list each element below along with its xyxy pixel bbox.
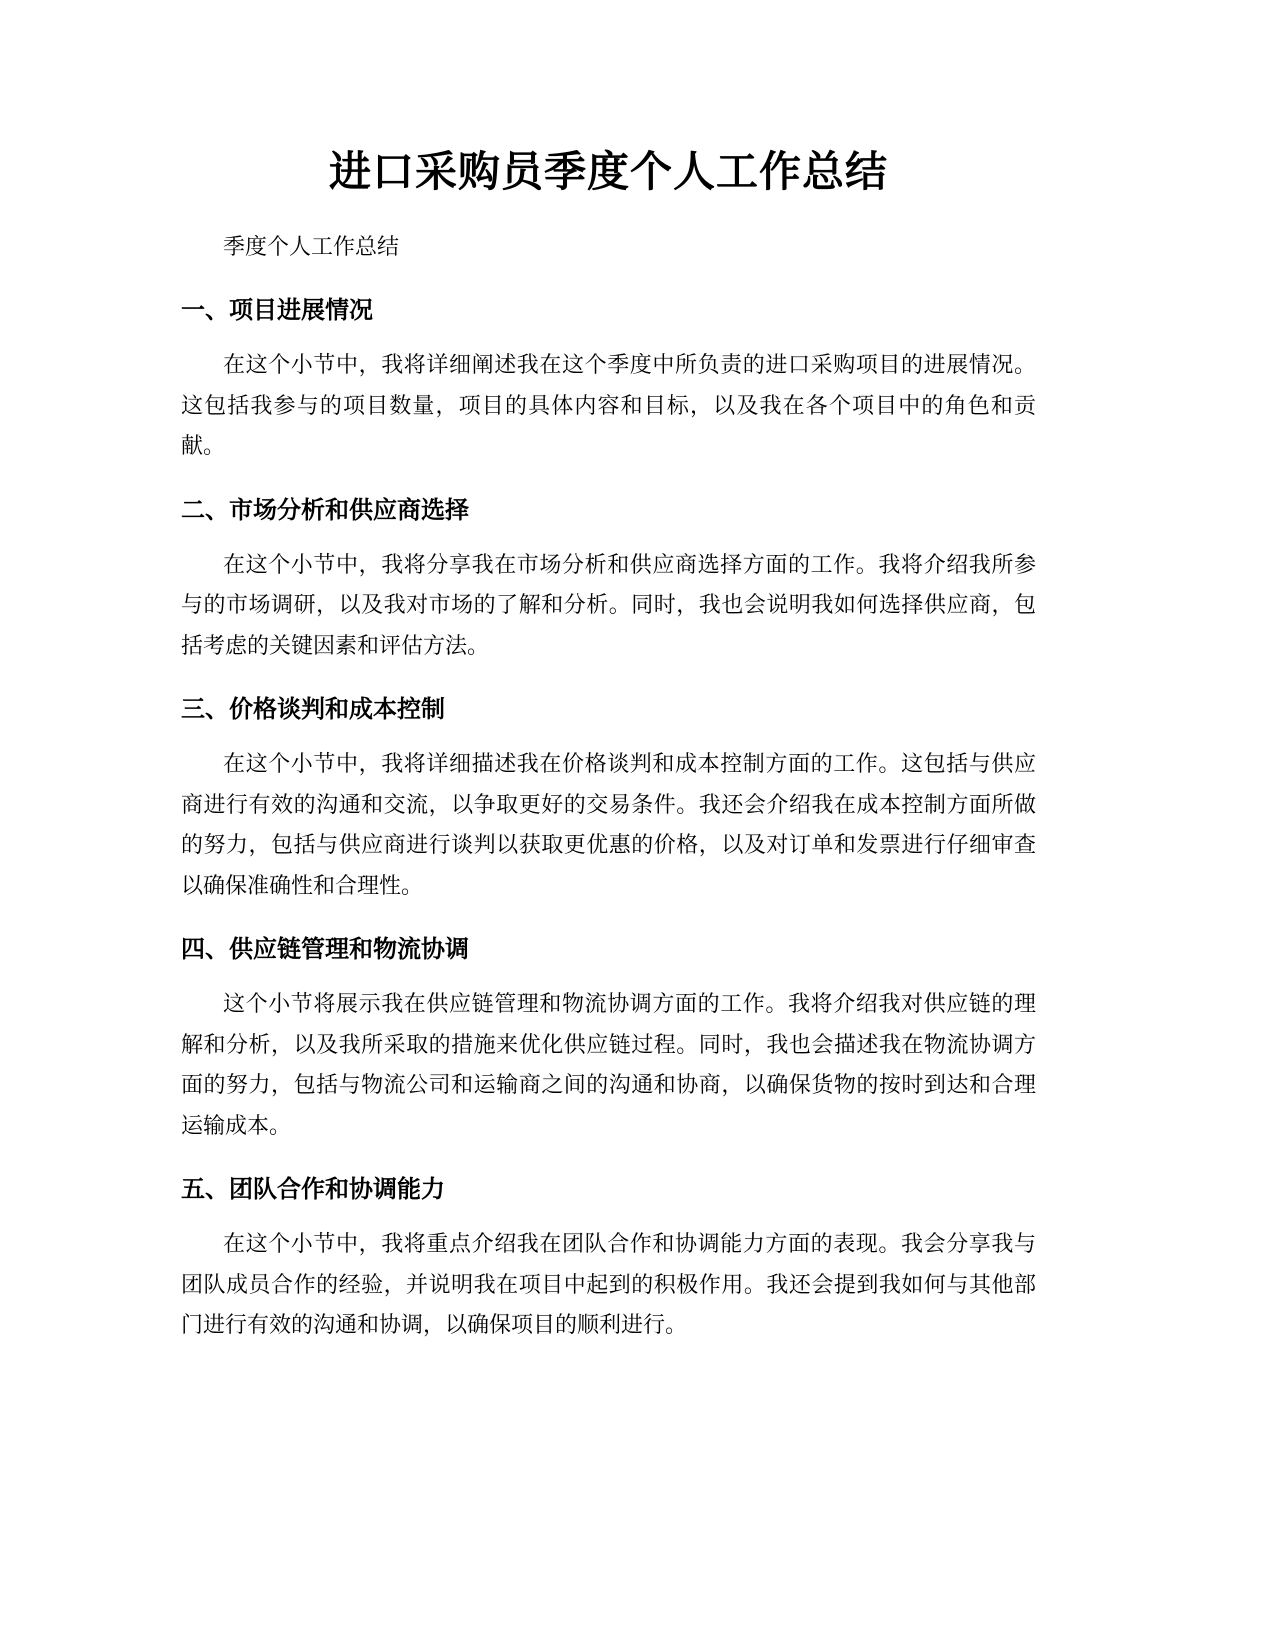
section-body: 在这个小节中，我将详细阐述我在这个季度中所负责的进口采购项目的进展情况。这包括我参与的项目数量，项目的具体内容和目标，以及我在各个项目中的角色和贡献。 [181, 353, 1036, 459]
section-heading: 三、价格谈判和成本控制 [181, 695, 445, 723]
section-body: 在这个小节中，我将详细描述我在价格谈判和成本控制方面的工作。这包括与供应商进行有效的沟通和交流，以争取更好的交易条件。我还会介绍我在成本控制方面所做的努力，包括与供应商进行谈判以获取更优惠的价格，以及对订单和发票进行仔细审查以确保准确性和合理性。 [181, 752, 1036, 899]
section-heading: 五、团队合作和协调能力 [181, 1175, 445, 1203]
section-body: 这个小节将展示我在供应链管理和物流协调方面的工作。我将介绍我对供应链的理解和分析，以及我所采取的措施来优化供应链过程。同时，我也会描述我在物流协调方面的努力，包括与物流公司和运输商之间的沟通和协商，以确保货物的按时到达和合理运输成本。 [181, 992, 1036, 1139]
section-2 [181, 490, 1036, 668]
section-body: 在这个小节中，我将重点介绍我在团队合作和协调能力方面的表现。我会分享我与团队成员合作的经验，并说明我在项目中起到的积极作用。我还会提到我如何与其他部门进行有效的沟通和协调，以确保项目的顺利进行。 [181, 1232, 1036, 1338]
section-heading: 一、项目进展情况 [181, 296, 373, 324]
section-heading: 四、供应链管理和物流协调 [181, 935, 469, 963]
section-3 [181, 689, 1036, 907]
section-1 [181, 290, 1036, 468]
document-content [181, 140, 1036, 1347]
section-body: 在这个小节中，我将分享我在市场分析和供应商选择方面的工作。我将介绍我所参与的市场调研，以及我对市场的了解和分析。同时，我也会说明我如何选择供应商，包括考虑的关键因素和评估方法。 [181, 552, 1036, 659]
document-subtitle: 季度个人工作总结 [223, 235, 400, 260]
section-4 [181, 929, 1036, 1147]
section-5 [181, 1169, 1036, 1347]
section-heading: 二、市场分析和供应商选择 [181, 495, 469, 524]
document-title: 进口采购员季度个人工作总结 [328, 147, 888, 196]
